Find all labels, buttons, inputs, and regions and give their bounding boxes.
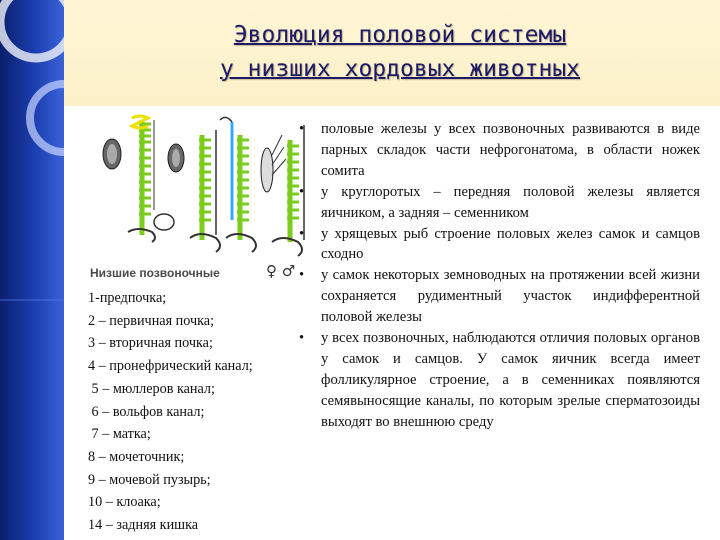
legend-item: 2 – первичная почка; <box>88 312 215 329</box>
legend-item: 5 – мюллеров канал; <box>88 380 215 397</box>
legend-item: 10 – клоака; <box>88 494 161 511</box>
legend-item: 8 – мочеточник; <box>88 448 185 465</box>
legend-item: 1-предпочка; <box>88 290 167 306</box>
bullet-text: у круглоротых – передняя половой железы является яичником, а задняя – семенником <box>321 183 700 221</box>
legend-item: 7 – матка; <box>88 426 151 443</box>
diagram-panel-2 <box>168 130 220 252</box>
bullet-item <box>296 328 700 433</box>
diagram-caption: Низшие позвоночные <box>90 266 220 280</box>
diagram-panel-3 <box>220 117 256 252</box>
bullet-text: половые железы у всех позвоночных развиваются в виде парных складок части нефрогонатома, в области ножек сомита <box>321 121 700 179</box>
bullet-item <box>296 182 700 224</box>
diagram-panel-1 <box>103 116 174 242</box>
legend-item: 3 – вторичная почка; <box>88 335 213 352</box>
legend-item: 6 – вольфов канал; <box>88 403 205 420</box>
bullet-list <box>296 119 700 433</box>
bullet-item <box>296 119 700 182</box>
bullet-text: у хрящевых рыб строение половых желез самок и самцов сходно <box>321 225 700 263</box>
reproductive-system-diagram <box>92 110 316 270</box>
bullet-text: у самок некоторых земноводных на протяжении всей жизни сохраняется рудиментный участок индифферентной половой железы <box>321 267 700 326</box>
bullet-marker: • <box>299 183 305 200</box>
legend-item: 9 – мочевой пузырь; <box>88 471 211 488</box>
slide-title <box>110 18 690 86</box>
decorative-arcs <box>0 0 64 540</box>
slide-title-line-2: у низших хордовых животных <box>219 56 581 82</box>
slide-title-line-1: Эволюция половой системы <box>233 22 567 48</box>
bullet-marker: • <box>299 225 305 242</box>
legend-item: 4 – пронефрический канал; <box>88 358 253 375</box>
bullet-marker: • <box>299 330 305 347</box>
bullet-item <box>296 224 700 266</box>
diagram-legend <box>88 287 308 537</box>
bullet-text: у всех позвоночных, наблюдаются отличия половых органов у самок и самцов. У самок яичник всегда имеет фолликулярное строение, а в семенниках появляются семявыносящие каналы, по которым зрелые сперматозоиды выходят во внешнюю среду <box>321 330 700 430</box>
sex-symbols: ♀ ♂ <box>266 262 296 280</box>
bullet-item <box>296 265 700 328</box>
left-decorative-band <box>0 0 64 540</box>
legend-item: 14 – задняя кишка <box>88 517 199 534</box>
bullet-marker: • <box>299 267 305 284</box>
bullet-marker: • <box>299 121 305 137</box>
